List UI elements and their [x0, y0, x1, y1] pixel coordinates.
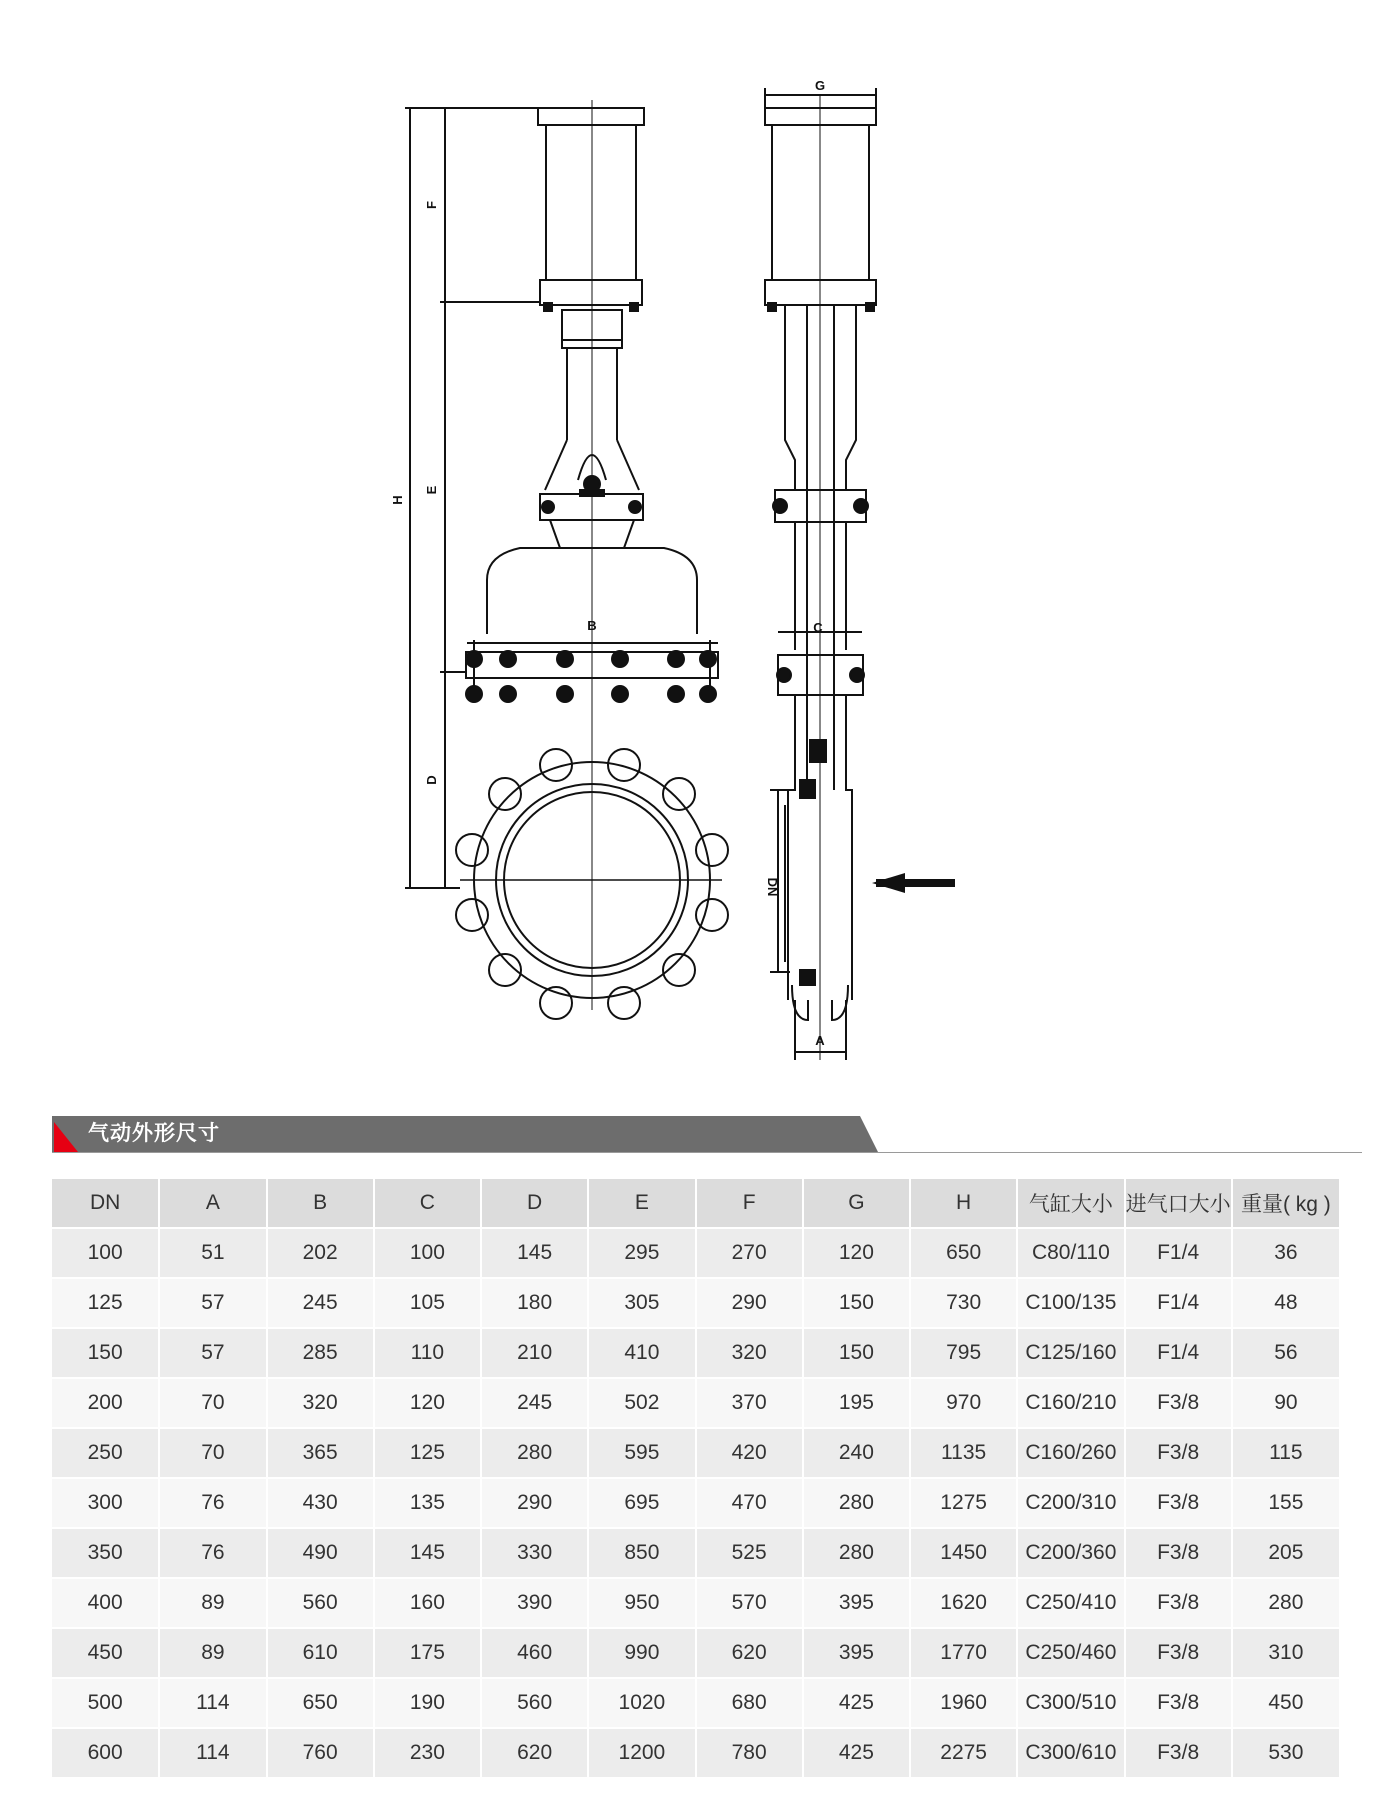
column-header: 气缸大小: [1017, 1178, 1124, 1228]
table-cell: F3/8: [1125, 1478, 1232, 1528]
table-cell: 560: [481, 1678, 588, 1728]
table-cell: 160: [374, 1578, 481, 1628]
table-cell: 115: [1232, 1428, 1339, 1478]
table-cell: 195: [803, 1378, 910, 1428]
table-cell: 450: [1232, 1678, 1339, 1728]
table-cell: 57: [159, 1328, 266, 1378]
table-cell: 500: [52, 1678, 159, 1728]
column-header: D: [481, 1178, 588, 1228]
table-cell: 120: [803, 1228, 910, 1278]
label-b: B: [587, 618, 597, 633]
table-cell: F3/8: [1125, 1678, 1232, 1728]
table-cell: 280: [481, 1428, 588, 1478]
table-cell: 100: [374, 1228, 481, 1278]
table-row: [52, 1278, 1339, 1328]
table-cell: 89: [159, 1578, 266, 1628]
table-cell: 70: [159, 1428, 266, 1478]
table-cell: 460: [481, 1628, 588, 1678]
column-header: G: [803, 1178, 910, 1228]
table-cell: 205: [1232, 1528, 1339, 1578]
table-cell: F1/4: [1125, 1228, 1232, 1278]
table-cell: 1135: [910, 1428, 1017, 1478]
table-cell: 450: [52, 1628, 159, 1678]
table-cell: 320: [696, 1328, 803, 1378]
table-row: [52, 1228, 1339, 1278]
table-cell: 175: [374, 1628, 481, 1678]
table-cell: 200: [52, 1378, 159, 1428]
table-row: [52, 1478, 1339, 1528]
table-cell: C300/610: [1017, 1728, 1124, 1777]
table-cell: F3/8: [1125, 1528, 1232, 1578]
table-cell: 600: [52, 1728, 159, 1777]
table-cell: 620: [481, 1728, 588, 1777]
column-header: 重量( kg ): [1232, 1178, 1339, 1228]
table-cell: 525: [696, 1528, 803, 1578]
table-cell: 610: [267, 1628, 374, 1678]
table-body: [52, 1228, 1339, 1777]
table-cell: 145: [481, 1228, 588, 1278]
table-cell: 36: [1232, 1228, 1339, 1278]
table-cell: 330: [481, 1528, 588, 1578]
table-cell: 410: [588, 1328, 695, 1378]
table-header-row: [52, 1178, 1339, 1228]
table-cell: 320: [267, 1378, 374, 1428]
table-cell: 250: [52, 1428, 159, 1478]
label-g: G: [814, 78, 826, 93]
table-cell: C300/510: [1017, 1678, 1124, 1728]
table-cell: 280: [803, 1528, 910, 1578]
table-cell: 1200: [588, 1728, 695, 1777]
table-cell: 105: [374, 1278, 481, 1328]
section-divider: [52, 1152, 1362, 1153]
table-cell: 240: [803, 1428, 910, 1478]
table-cell: 295: [588, 1228, 695, 1278]
table-cell: 595: [588, 1428, 695, 1478]
table-row: [52, 1578, 1339, 1628]
label-dn: DN: [765, 877, 780, 897]
label-f: F: [424, 201, 439, 209]
table-row: [52, 1678, 1339, 1728]
table-cell: 680: [696, 1678, 803, 1728]
table-cell: C200/310: [1017, 1478, 1124, 1528]
dimension-table: [52, 1177, 1339, 1777]
table-cell: 245: [267, 1278, 374, 1328]
table-cell: 425: [803, 1728, 910, 1777]
table-cell: 89: [159, 1628, 266, 1678]
table-cell: 620: [696, 1628, 803, 1678]
table-cell: 2275: [910, 1728, 1017, 1777]
table-cell: 400: [52, 1578, 159, 1628]
table-cell: 120: [374, 1378, 481, 1428]
table-cell: 280: [803, 1478, 910, 1528]
table-cell: 90: [1232, 1378, 1339, 1428]
table-cell: 365: [267, 1428, 374, 1478]
table-cell: 150: [52, 1328, 159, 1378]
table-cell: C100/135: [1017, 1278, 1124, 1328]
table-cell: C200/360: [1017, 1528, 1124, 1578]
table-cell: F1/4: [1125, 1278, 1232, 1328]
table-cell: 290: [481, 1478, 588, 1528]
table-cell: 780: [696, 1728, 803, 1777]
table-cell: 114: [159, 1678, 266, 1728]
table-cell: 490: [267, 1528, 374, 1578]
table-cell: 425: [803, 1678, 910, 1728]
table-cell: 470: [696, 1478, 803, 1528]
table-cell: 100: [52, 1228, 159, 1278]
column-header: A: [159, 1178, 266, 1228]
table-row: [52, 1728, 1339, 1777]
table-cell: 390: [481, 1578, 588, 1628]
table-cell: 202: [267, 1228, 374, 1278]
label-e: E: [424, 485, 439, 495]
table-cell: 150: [803, 1328, 910, 1378]
table-cell: 950: [588, 1578, 695, 1628]
table-cell: 145: [374, 1528, 481, 1578]
column-header: C: [374, 1178, 481, 1228]
table-cell: 420: [696, 1428, 803, 1478]
table-cell: 850: [588, 1528, 695, 1578]
section-header: [52, 1116, 1362, 1156]
table-cell: 1770: [910, 1628, 1017, 1678]
table-cell: 245: [481, 1378, 588, 1428]
table-cell: 650: [267, 1678, 374, 1728]
table-cell: 150: [803, 1278, 910, 1328]
table-row: [52, 1378, 1339, 1428]
table-cell: 395: [803, 1628, 910, 1678]
table-cell: C160/210: [1017, 1378, 1124, 1428]
table-cell: 56: [1232, 1328, 1339, 1378]
table-cell: 51: [159, 1228, 266, 1278]
table-cell: 370: [696, 1378, 803, 1428]
column-header: B: [267, 1178, 374, 1228]
table-cell: F3/8: [1125, 1378, 1232, 1428]
table-cell: C80/110: [1017, 1228, 1124, 1278]
table-cell: 290: [696, 1278, 803, 1328]
table-cell: 310: [1232, 1628, 1339, 1678]
table-cell: 70: [159, 1378, 266, 1428]
table-cell: 1620: [910, 1578, 1017, 1628]
table-cell: 395: [803, 1578, 910, 1628]
table-cell: 300: [52, 1478, 159, 1528]
table-cell: 270: [696, 1228, 803, 1278]
column-header: 进气口大小: [1125, 1178, 1232, 1228]
table-cell: 76: [159, 1528, 266, 1578]
table-cell: 305: [588, 1278, 695, 1328]
table-cell: 125: [52, 1278, 159, 1328]
table-cell: F3/8: [1125, 1728, 1232, 1777]
table-cell: 110: [374, 1328, 481, 1378]
table-cell: 210: [481, 1328, 588, 1378]
table-cell: 990: [588, 1628, 695, 1678]
table-cell: C125/160: [1017, 1328, 1124, 1378]
table-row: [52, 1628, 1339, 1678]
table-cell: 502: [588, 1378, 695, 1428]
table-row: [52, 1428, 1339, 1478]
table-cell: 695: [588, 1478, 695, 1528]
label-d: D: [424, 775, 439, 785]
table-cell: 730: [910, 1278, 1017, 1328]
table-cell: C250/410: [1017, 1578, 1124, 1628]
table-cell: 135: [374, 1478, 481, 1528]
table-cell: 350: [52, 1528, 159, 1578]
column-header: DN: [52, 1178, 159, 1228]
table-cell: 970: [910, 1378, 1017, 1428]
table-cell: 76: [159, 1478, 266, 1528]
table-cell: 114: [159, 1728, 266, 1777]
column-header: F: [696, 1178, 803, 1228]
table-cell: 1450: [910, 1528, 1017, 1578]
table-cell: 650: [910, 1228, 1017, 1278]
column-header: H: [910, 1178, 1017, 1228]
table-cell: 180: [481, 1278, 588, 1328]
table-cell: 760: [267, 1728, 374, 1777]
table-cell: F1/4: [1125, 1328, 1232, 1378]
label-h: H: [390, 495, 405, 505]
table-cell: 430: [267, 1478, 374, 1528]
label-c: C: [813, 620, 823, 635]
table-cell: 280: [1232, 1578, 1339, 1628]
table-cell: 125: [374, 1428, 481, 1478]
table-row: [52, 1528, 1339, 1578]
table-cell: 230: [374, 1728, 481, 1777]
table-cell: 560: [267, 1578, 374, 1628]
section-title: 气动外形尺寸: [88, 1122, 220, 1145]
table-cell: 1020: [588, 1678, 695, 1728]
table-cell: F3/8: [1125, 1628, 1232, 1678]
table-cell: 795: [910, 1328, 1017, 1378]
table-cell: 285: [267, 1328, 374, 1378]
table-cell: 48: [1232, 1278, 1339, 1328]
table-cell: C250/460: [1017, 1628, 1124, 1678]
table-cell: F3/8: [1125, 1578, 1232, 1628]
table-cell: 1275: [910, 1478, 1017, 1528]
table-cell: 570: [696, 1578, 803, 1628]
table-row: [52, 1328, 1339, 1378]
label-a: A: [815, 1033, 825, 1048]
table-cell: 57: [159, 1278, 266, 1328]
table-cell: 530: [1232, 1728, 1339, 1777]
table-cell: C160/260: [1017, 1428, 1124, 1478]
table-cell: 1960: [910, 1678, 1017, 1728]
table-cell: 190: [374, 1678, 481, 1728]
table-cell: 155: [1232, 1478, 1339, 1528]
table-cell: F3/8: [1125, 1428, 1232, 1478]
column-header: E: [588, 1178, 695, 1228]
